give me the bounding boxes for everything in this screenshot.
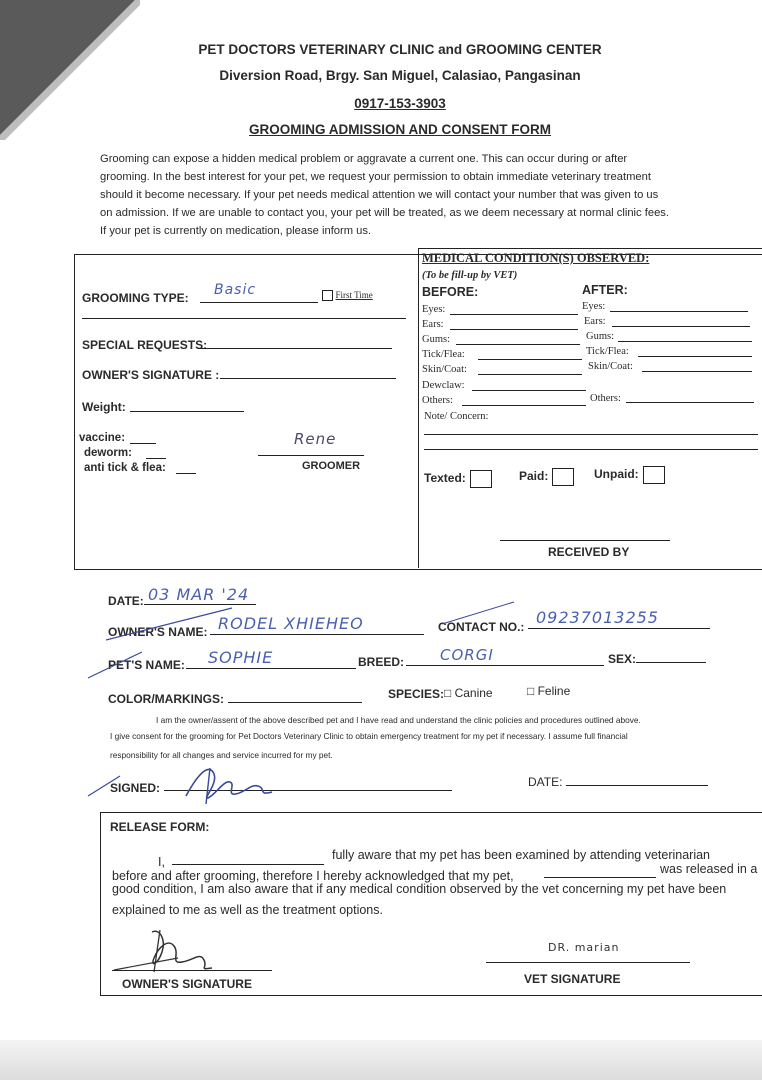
release-text-1: fully aware that my pet has been examined by attending veterinarian xyxy=(332,848,711,862)
after-line[interactable] xyxy=(610,311,748,312)
first-time-checkbox[interactable] xyxy=(322,290,373,301)
clinic-name: PET DOCTORS VETERINARY CLINIC and GROOMING CENTER xyxy=(198,42,602,57)
after-line[interactable] xyxy=(618,341,752,342)
checkbox-square xyxy=(643,466,665,484)
date-label: DATE: xyxy=(108,594,144,608)
intro-line: Grooming can expose a hidden medical problem or aggravate a current one. This can occur during or after xyxy=(100,153,628,165)
grooming-type-label: GROOMING TYPE: xyxy=(82,291,189,305)
contact-label: CONTACT NO.: xyxy=(438,620,525,634)
deworm-line[interactable] xyxy=(146,458,166,459)
note-concern-label: Note/ Concern: xyxy=(424,411,489,422)
paid-checkbox[interactable] xyxy=(519,468,574,486)
release-title: RELEASE FORM: xyxy=(110,820,210,834)
consent-line-1: I am the owner/assent of the above described pet and I have read and understand the clinic policies and procedures outlined above. xyxy=(156,715,641,725)
after-line[interactable] xyxy=(626,402,754,403)
owner-release-signature-line[interactable] xyxy=(112,970,272,971)
consent-line-3: responsibility for all changes and service incurred for my pet. xyxy=(110,750,333,760)
clinic-address: Diversion Road, Brgy. San Miguel, Calasiao, Pangasinan xyxy=(219,68,581,83)
before-line[interactable] xyxy=(450,314,578,315)
note-line-2[interactable] xyxy=(424,449,758,450)
special-requests-label: SPECIAL REQUESTS: xyxy=(82,338,208,352)
after-item: Ears: xyxy=(584,316,606,327)
release-i-label: I, xyxy=(158,855,165,869)
checkbox-square xyxy=(552,468,574,486)
pen-stroke xyxy=(82,600,525,810)
breed-label: BREED: xyxy=(358,655,405,669)
groomer-label: GROOMER xyxy=(302,460,361,472)
medical-note: (To be fill-up by VET) xyxy=(422,270,518,281)
canine-option[interactable]: □ Canine xyxy=(444,686,493,700)
checkbox-square xyxy=(470,470,492,488)
note-line-1[interactable] xyxy=(424,434,758,435)
before-item: Dewclaw: xyxy=(422,380,465,391)
owner-name-value[interactable]: RODEL XHIEHEO xyxy=(218,614,364,633)
date-value[interactable]: 03 MAR '24 xyxy=(148,585,250,604)
contact-line[interactable] xyxy=(528,628,710,629)
before-line[interactable] xyxy=(456,344,580,345)
owner-release-signature-label: OWNER'S SIGNATURE xyxy=(122,977,252,991)
breed-value[interactable]: CORGI xyxy=(440,646,494,664)
scan-bottom-shadow xyxy=(0,1040,762,1080)
before-item: Others: xyxy=(422,395,453,406)
paid-label: Paid: xyxy=(519,469,549,484)
texted-checkbox[interactable] xyxy=(424,470,492,488)
grooming-type-value[interactable]: Basic xyxy=(214,282,257,298)
groomer-line[interactable] xyxy=(258,455,364,456)
release-name-line[interactable] xyxy=(172,864,324,865)
weight-label: Weight: xyxy=(82,400,126,414)
owner-signature-scribble xyxy=(108,924,228,976)
owner-name-label: OWNER'S NAME: xyxy=(108,625,208,639)
received-by-line[interactable] xyxy=(500,540,670,541)
medical-top-rule xyxy=(418,248,762,249)
weight-line[interactable] xyxy=(130,411,244,412)
medical-title: MEDICAL CONDITION(S) OBSERVED: xyxy=(422,251,650,265)
owner-signature-line[interactable] xyxy=(220,378,396,379)
vaccine-label: vaccine: xyxy=(79,432,126,444)
species-label: SPECIES: xyxy=(388,687,445,701)
before-line[interactable] xyxy=(462,405,586,406)
intro-paragraph xyxy=(100,150,720,240)
before-line[interactable] xyxy=(450,329,578,330)
consent-line-2: I give consent for the grooming for Pet Doctors Veterinary Clinic to obtain emergency treatment for my pet if necessary. I assume full financial xyxy=(110,731,628,741)
form-title: GROOMING ADMISSION AND CONSENT FORM xyxy=(249,122,551,137)
unpaid-label: Unpaid: xyxy=(594,467,639,482)
before-item: Tick/Flea: xyxy=(422,349,465,360)
before-item: Skin/Coat: xyxy=(422,364,467,375)
texted-label: Texted: xyxy=(424,471,466,486)
after-item: Tick/Flea: xyxy=(586,346,629,357)
before-item: Eyes: xyxy=(422,304,446,315)
before-line[interactable] xyxy=(478,374,582,375)
consent-date-line[interactable] xyxy=(566,785,708,786)
vaccine-line[interactable] xyxy=(130,443,156,444)
before-label: BEFORE: xyxy=(422,285,479,299)
groomer-name: Rene xyxy=(294,430,337,448)
release-text-2a: before and after grooming, therefore I hereby acknowledged that my pet, xyxy=(112,869,514,883)
after-item: Eyes: xyxy=(582,301,606,312)
after-item: Gums: xyxy=(586,331,615,342)
vet-name: DR. marian xyxy=(548,941,620,954)
received-by-label: RECEIVED BY xyxy=(548,545,630,559)
release-text-2b: was released in a xyxy=(660,862,758,876)
intro-line: should it become necessary. If your pet needs medical attention we will contact your number that was given to us xyxy=(100,189,659,201)
top-panel-divider xyxy=(418,248,419,568)
checkbox-square xyxy=(322,290,333,301)
before-line[interactable] xyxy=(478,359,582,360)
after-line[interactable] xyxy=(642,371,752,372)
after-item: Skin/Coat: xyxy=(588,361,633,372)
grooming-extra-line xyxy=(82,318,406,319)
anti-tick-label: anti tick & flea: xyxy=(84,462,166,474)
after-label: AFTER: xyxy=(582,283,628,297)
clinic-phone: 0917-153-3903 xyxy=(354,96,446,111)
release-text-3: good condition, I am also aware that if any medical condition observed by the vet concerning my pet have been xyxy=(112,882,727,896)
intro-line: on admission. If we are unable to contact you, your pet will be treated, as we deem necessary at normal clinic fees. xyxy=(100,207,669,219)
release-text-4: explained to me as well as the treatment options. xyxy=(112,903,383,917)
owner-signature-label: OWNER'S SIGNATURE : xyxy=(82,368,220,382)
release-pet-line[interactable] xyxy=(544,877,656,878)
vet-signature-line[interactable] xyxy=(486,962,690,963)
sex-line[interactable] xyxy=(636,662,706,663)
color-markings-label: COLOR/MARKINGS: xyxy=(108,692,224,706)
unpaid-checkbox[interactable] xyxy=(594,466,665,484)
anti-tick-line[interactable] xyxy=(176,473,196,474)
after-item: Others: xyxy=(590,393,621,404)
before-item: Gums: xyxy=(422,334,451,345)
grooming-type-line xyxy=(200,302,318,303)
signed-label: SIGNED: xyxy=(110,781,161,795)
pet-name-value[interactable]: SOPHIE xyxy=(208,648,274,667)
special-requests-line[interactable] xyxy=(198,348,392,349)
sex-label: SEX: xyxy=(608,652,637,666)
intro-line: grooming. In the best interest for your pet, we request your permission to obtain immediate veterinary treatment xyxy=(100,171,651,183)
vet-signature-label: VET SIGNATURE xyxy=(524,972,621,986)
consent-date-label: DATE: xyxy=(528,775,563,789)
intro-line: If your pet is currently on medication, please inform us. xyxy=(100,225,372,237)
pet-name-label: PET'S NAME: xyxy=(108,658,185,672)
before-item: Ears: xyxy=(422,319,444,330)
contact-value[interactable]: 09237013255 xyxy=(536,608,659,627)
after-line[interactable] xyxy=(612,326,750,327)
first-time-label: First Time xyxy=(335,290,373,300)
feline-option[interactable]: □ Feline xyxy=(527,684,571,698)
before-line[interactable] xyxy=(472,390,586,391)
after-line[interactable] xyxy=(638,356,752,357)
deworm-label: deworm: xyxy=(84,447,132,459)
